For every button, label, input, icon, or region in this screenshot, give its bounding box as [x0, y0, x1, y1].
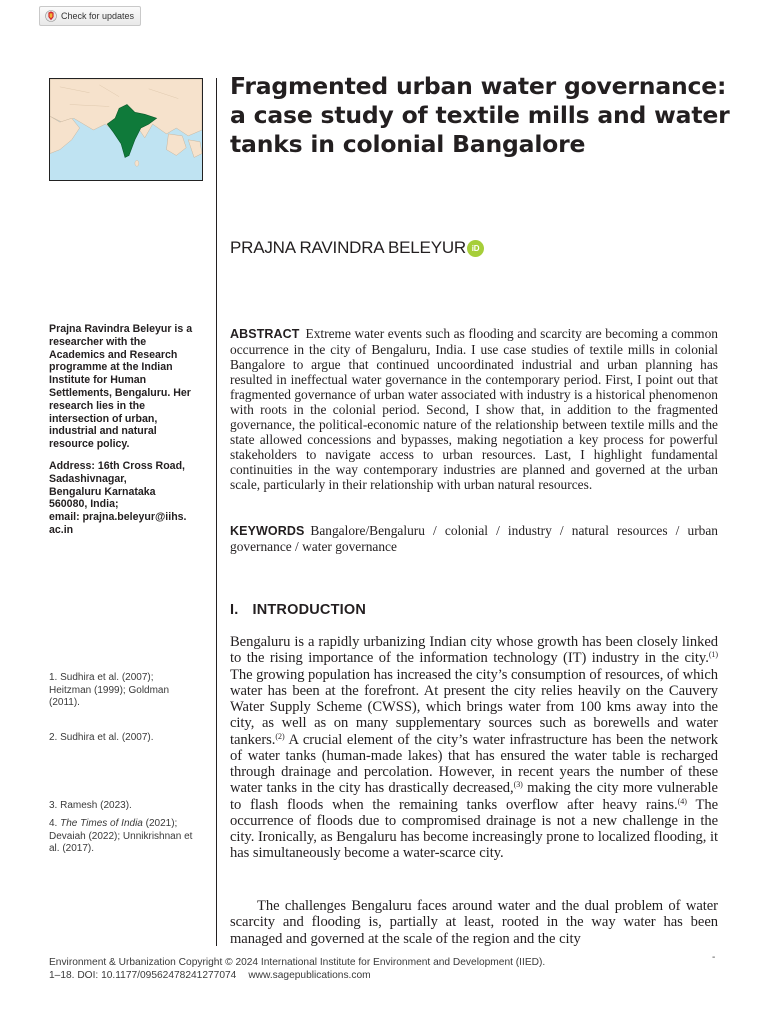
- author-bio: Prajna Ravindra Beleyur is a researcher with the Academics and Research programme at the Indian Institute for Human Settlements, Bengaluru. Her research lies in the intersection of urban, industrial and natural resource policy.: [49, 323, 193, 451]
- corner-mark: -: [712, 952, 716, 963]
- author-name: PRAJNA RAVINDRA BELEYUR: [230, 238, 466, 257]
- keywords-text: Bangalore/Bengaluru / colonial / industry / natural resources / urban governance / water governance: [230, 523, 718, 554]
- intro-paragraph-2: The challenges Bengaluru faces around water and the dual problem of water scarcity and flooding is, partially at least, rooted in the way water has been managed and governed at the scale of the region and the city: [230, 898, 718, 947]
- footnote-4: [49, 818, 194, 856]
- footnote-3: 3. Ramesh (2023).: [49, 800, 132, 811]
- check-for-updates-label: Check for updates: [61, 11, 135, 21]
- doi-line[interactable]: 1–18. DOI: 10.1177/09562478241277074: [49, 969, 237, 981]
- keywords: [230, 523, 718, 554]
- address-line: 560080, India;: [49, 498, 119, 511]
- check-for-updates-button[interactable]: [39, 6, 141, 26]
- sentence: making the city more vulnerable to flash floods when the remaining tanks overflow after heavy rains.: [230, 780, 718, 813]
- address-line: Sadashivnagar,: [49, 472, 127, 485]
- publisher-url[interactable]: www.sagepublications.com: [248, 969, 371, 981]
- footnote-4-prefix: 4.: [49, 818, 61, 829]
- section-heading: [230, 602, 366, 618]
- page-footer: [49, 957, 719, 982]
- copyright-line: Environment & Urbanization Copyright © 2024 International Institute for Environment and Development (IIED).: [49, 957, 546, 968]
- abstract-label: ABSTRACT: [230, 327, 300, 341]
- sentence: Bengaluru is a rapidly urbanizing Indian city whose growth has been closely linked to the rising importance of the information technology (IT) industry in the city.: [230, 634, 718, 667]
- abstract-text: Extreme water events such as flooding and scarcity are becoming a common occurrence in the city of Bengaluru, India. I use case studies of textile mills in colonial Bangalore to argue that continued uncoordinated industrial and urban planning has resulted in ineffectual water governance in the contemporary period. First, I point out that fragmented governance of urban water associated with industry is a historical phenomenon with roots in the colonial period. Second, I show that, in addition to the fragmented governance, the political-economic nature of the relationship between textile mills and the state allowed concessions and bypasses, making negotiation a key process for powerful stakeholders to navigate access to urban resources. Last, I highlight fundamental continuities in the way contemporary industries are planned and governed at the urban scale, particularly in their relationship with urban natural resources.: [230, 326, 718, 492]
- section-title: INTRODUCTION: [252, 602, 367, 618]
- footnote-4-rest: (2021); Devaiah (2022); Unnikrishnan et al. (2017).: [49, 818, 193, 854]
- india-location-map: [49, 78, 203, 181]
- author-address: [49, 460, 204, 537]
- footnote-2: 2. Sudhira et al. (2007).: [49, 732, 154, 743]
- keywords-label: KEYWORDS: [230, 524, 305, 538]
- orcid-icon[interactable]: iD: [467, 240, 484, 257]
- footnote-4-italic: The Times of India: [60, 818, 143, 829]
- section-number: I.: [230, 602, 239, 618]
- email-link-cont[interactable]: ac.in: [49, 523, 74, 536]
- footnote-ref-1[interactable]: (1): [708, 650, 718, 660]
- address-line: Bengaluru Karnataka: [49, 485, 156, 498]
- footnote-1: 1. Sudhira et al. (2007); Heitzman (1999); Goldman (2011).: [49, 672, 170, 708]
- footnote-ref-2[interactable]: (2): [275, 731, 285, 741]
- author-line: [230, 238, 484, 258]
- article-title: Fragmented urban water governance: a case study of textile mills and water tanks in colonial Bangalore: [230, 72, 730, 158]
- crossmark-icon: [45, 10, 57, 22]
- abstract: [230, 326, 718, 492]
- footnote-ref-4[interactable]: (4): [677, 796, 687, 806]
- sentence: A crucial element of the city’s water infrastructure has been the network of water tanks (human-made lakes) that has ensured the water table is recharged through drainage and percolation. However, in recent years the number of these water tanks in the city has drastically decreased,: [230, 731, 718, 797]
- address-line: Address: 16th Cross Road,: [49, 460, 185, 472]
- email-link[interactable]: email: prajna.beleyur@iihs.: [49, 511, 187, 524]
- intro-paragraph-1: [230, 634, 718, 862]
- footnote-ref-3[interactable]: (3): [513, 780, 523, 790]
- column-divider: [216, 78, 217, 946]
- sentence: The growing population has increased the city’s consumption of resources, of which water has been at the forefront. At present the city relies heavily on the Cauvery Water Supply Scheme (CWSS), which brings water from 100 kms away into the city, as well as on many supplementary sources such as borewells and water tankers.: [230, 666, 718, 748]
- sentence: The occurrence of floods due to compromised drainage is not a new challenge in the city. Ironically, as Bengaluru has become increasingly prone to localized flooding, it has simultaneously become a water-scarce city.: [230, 796, 719, 862]
